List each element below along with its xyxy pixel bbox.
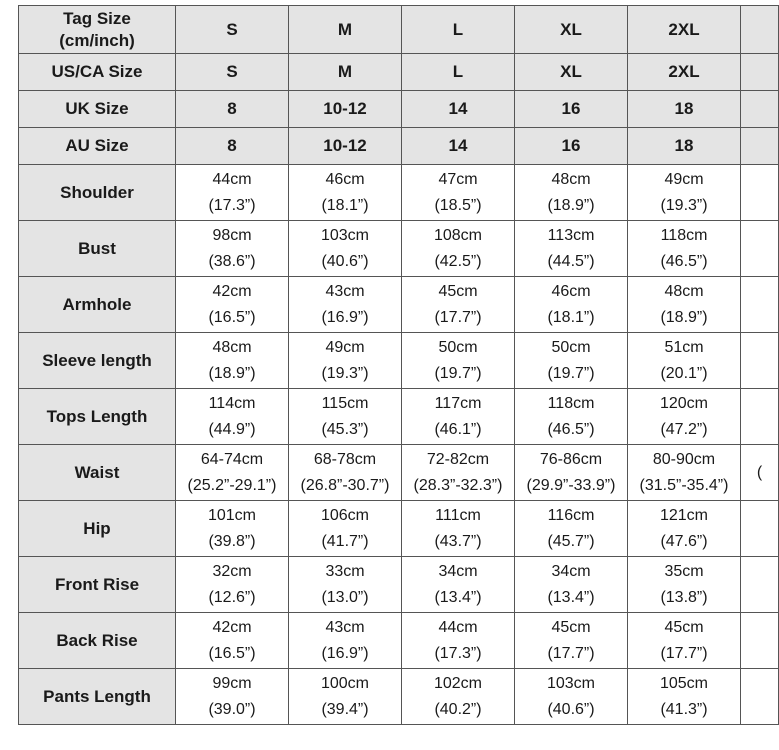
inch-value: (12.6”): [208, 588, 256, 606]
cm-value: 121cm: [659, 506, 709, 524]
cm-value: 49cm: [664, 170, 704, 188]
measurement-cell: [741, 557, 779, 613]
cm-value: 33cm: [325, 562, 365, 580]
cm-value: 100cm: [320, 674, 370, 692]
inch-value: (17.7”): [660, 644, 708, 662]
measurement-cell: [741, 221, 779, 277]
row-label: Armhole: [19, 277, 176, 333]
measurement-cell: [628, 277, 741, 333]
measurement-cell: [628, 165, 741, 221]
inch-value: (18.1”): [547, 308, 595, 326]
measurement-cell: [741, 669, 779, 725]
tag-size-title: Tag Size: [63, 8, 131, 28]
measurement-cell: [741, 613, 779, 669]
measurement-cell: [176, 501, 289, 557]
cm-value: 98cm: [212, 226, 252, 244]
cm-value: 46cm: [325, 170, 365, 188]
inch-value: (25.2”-29.1”): [187, 476, 277, 494]
inch-value: (46.5”): [660, 252, 708, 270]
measurement-cell: [289, 557, 402, 613]
size-cell: 16: [515, 128, 628, 165]
cm-value: 44cm: [438, 618, 478, 636]
measurement-row: [19, 557, 779, 613]
inch-value: (20.1”): [660, 364, 708, 382]
size-header-cell: L: [402, 6, 515, 54]
size-cell: 10-12: [289, 128, 402, 165]
size-cell: 8: [176, 91, 289, 128]
inch-value: (39.4”): [321, 700, 369, 718]
inch-value: (13.8”): [660, 588, 708, 606]
measurement-cell: [515, 501, 628, 557]
measurement-cell: [176, 165, 289, 221]
inch-value: (16.5”): [208, 308, 256, 326]
measurement-row: [19, 445, 779, 501]
measurement-cell: [289, 389, 402, 445]
inch-value: (19.7”): [434, 364, 482, 382]
measurement-cell: [628, 501, 741, 557]
cm-value: 103cm: [320, 226, 370, 244]
measurement-cell: [741, 389, 779, 445]
cm-value: 45cm: [438, 282, 478, 300]
inch-value: (16.5”): [208, 644, 256, 662]
inch-value: (45.3”): [321, 420, 369, 438]
measurement-cell: [402, 333, 515, 389]
cm-value: 115cm: [321, 394, 369, 412]
size-chart-table: [18, 5, 779, 725]
cm-value: 42cm: [212, 618, 252, 636]
measurement-row: [19, 669, 779, 725]
measurement-cell: [515, 445, 628, 501]
measurement-row: [19, 333, 779, 389]
inch-value: (40.6”): [547, 700, 595, 718]
size-cell: 14: [402, 91, 515, 128]
measurement-cell: [741, 277, 779, 333]
row-label: US/CA Size: [19, 54, 176, 91]
size-cell: 18: [628, 91, 741, 128]
measurement-cell: [402, 613, 515, 669]
cm-value: 43cm: [325, 618, 365, 636]
measurement-row: [19, 389, 779, 445]
size-header-cell: M: [289, 6, 402, 54]
cm-value: 49cm: [325, 338, 365, 356]
size-cell: 14: [402, 128, 515, 165]
inch-value: (47.6”): [660, 532, 708, 550]
cm-value: 43cm: [325, 282, 365, 300]
inch-value: (13.0”): [321, 588, 369, 606]
row-label: Front Rise: [19, 557, 176, 613]
size-cell: M: [289, 54, 402, 91]
header-row: [19, 6, 779, 54]
size-cell: S: [176, 54, 289, 91]
inch-value: (40.6”): [321, 252, 369, 270]
inch-value: (47.2”): [660, 420, 708, 438]
inch-value: (41.7”): [321, 532, 369, 550]
row-label: AU Size: [19, 128, 176, 165]
size-header-cell: XL: [515, 6, 628, 54]
measurement-cell: [402, 445, 515, 501]
cm-value: 113cm: [547, 226, 595, 244]
cm-value: 32cm: [212, 562, 252, 580]
cm-value: 102cm: [433, 674, 483, 692]
inch-value: (45.7”): [547, 532, 595, 550]
measurement-cell: [741, 333, 779, 389]
measurement-cell: [515, 613, 628, 669]
cm-value: 45cm: [664, 618, 704, 636]
measurement-cell: [176, 389, 289, 445]
cm-value: 80-90cm: [652, 450, 716, 468]
row-label: Pants Length: [19, 669, 176, 725]
measurement-cell: [402, 557, 515, 613]
measurement-cell: [741, 445, 779, 501]
measurement-cell: [515, 221, 628, 277]
inch-value: (28.3”-32.3”): [413, 476, 503, 494]
measurement-cell: [628, 221, 741, 277]
inch-value: (18.9”): [660, 308, 708, 326]
cm-value: 42cm: [212, 282, 252, 300]
measurement-cell: [628, 333, 741, 389]
size-cell: [741, 91, 779, 128]
inch-value: (39.8”): [208, 532, 256, 550]
inch-value: (18.9”): [208, 364, 256, 382]
measurement-cell: [515, 277, 628, 333]
measurement-cell: [176, 221, 289, 277]
cm-value: 48cm: [551, 170, 591, 188]
measurement-cell: [176, 333, 289, 389]
size-cell: 16: [515, 91, 628, 128]
cm-value: 50cm: [438, 338, 478, 356]
cm-value: 46cm: [551, 282, 591, 300]
measurement-row: [19, 277, 779, 333]
inch-value: (13.4”): [434, 588, 482, 606]
cm-value: 103cm: [546, 674, 596, 692]
cm-value: 64-74cm: [200, 450, 264, 468]
size-cell: XL: [515, 54, 628, 91]
measurement-cell: [289, 277, 402, 333]
size-conversion-row: [19, 54, 779, 91]
row-label: UK Size: [19, 91, 176, 128]
cm-value: 118cm: [660, 226, 708, 244]
size-header-cell: [741, 6, 779, 54]
measurement-cell: [176, 445, 289, 501]
cm-value: 105cm: [659, 674, 709, 692]
measurement-cell: [628, 445, 741, 501]
inch-value: (44.5”): [547, 252, 595, 270]
inch-value: (31.5”-35.4”): [639, 476, 729, 494]
inch-value: (17.3”): [434, 644, 482, 662]
measurement-row: [19, 613, 779, 669]
inch-value: (43.7”): [434, 532, 482, 550]
inch-value: (13.4”): [547, 588, 595, 606]
measurement-cell: [289, 445, 402, 501]
inch-value: (19.3”): [660, 196, 708, 214]
inch-value: (: [756, 463, 763, 481]
size-cell: 2XL: [628, 54, 741, 91]
measurement-cell: [628, 389, 741, 445]
size-conversion-row: [19, 91, 779, 128]
inch-value: (18.1”): [321, 196, 369, 214]
size-chart-body: [19, 6, 779, 725]
size-header-cell: 2XL: [628, 6, 741, 54]
measurement-cell: [402, 501, 515, 557]
cm-value: 48cm: [212, 338, 252, 356]
size-cell: [741, 128, 779, 165]
measurement-cell: [515, 165, 628, 221]
size-cell: [741, 54, 779, 91]
cm-value: 111cm: [435, 506, 481, 524]
cm-value: 50cm: [551, 338, 591, 356]
measurement-cell: [628, 613, 741, 669]
cm-value: 101cm: [207, 506, 257, 524]
measurement-cell: [289, 333, 402, 389]
inch-value: (26.8”-30.7”): [300, 476, 390, 494]
inch-value: (42.5”): [434, 252, 482, 270]
inch-value: (38.6”): [208, 252, 256, 270]
cm-value: 76-86cm: [539, 450, 603, 468]
cm-value: 45cm: [551, 618, 591, 636]
measurement-cell: [515, 333, 628, 389]
inch-value: (44.9”): [208, 420, 256, 438]
measurement-cell: [176, 669, 289, 725]
cm-value: 35cm: [664, 562, 704, 580]
measurement-cell: [402, 165, 515, 221]
cm-value: 118cm: [547, 394, 595, 412]
inch-value: (16.9”): [321, 644, 369, 662]
measurement-cell: [289, 501, 402, 557]
cm-value: 116cm: [547, 506, 595, 524]
measurement-cell: [741, 501, 779, 557]
row-label: Back Rise: [19, 613, 176, 669]
row-label: Waist: [19, 445, 176, 501]
size-header-cell: S: [176, 6, 289, 54]
inch-value: (16.9”): [321, 308, 369, 326]
inch-value: (46.5”): [547, 420, 595, 438]
cm-value: 114cm: [208, 394, 256, 412]
cm-value: 99cm: [212, 674, 252, 692]
tag-size-header: [19, 6, 176, 54]
measurement-cell: [402, 221, 515, 277]
inch-value: (18.5”): [434, 196, 482, 214]
size-conversion-row: [19, 128, 779, 165]
cm-value: 72-82cm: [426, 450, 490, 468]
measurement-cell: [515, 557, 628, 613]
cm-value: 47cm: [438, 170, 478, 188]
inch-value: (41.3”): [660, 700, 708, 718]
measurement-cell: [741, 165, 779, 221]
measurement-cell: [515, 669, 628, 725]
cm-value: 34cm: [551, 562, 591, 580]
cm-value: 117cm: [434, 394, 482, 412]
measurement-cell: [176, 613, 289, 669]
measurement-cell: [515, 389, 628, 445]
row-label: Sleeve length: [19, 333, 176, 389]
size-cell: 18: [628, 128, 741, 165]
measurement-row: [19, 165, 779, 221]
size-cell: 8: [176, 128, 289, 165]
tag-size-unit: (cm/inch): [59, 30, 135, 50]
measurement-cell: [289, 669, 402, 725]
measurement-cell: [289, 613, 402, 669]
measurement-cell: [402, 389, 515, 445]
measurement-row: [19, 501, 779, 557]
measurement-cell: [628, 669, 741, 725]
size-cell: L: [402, 54, 515, 91]
inch-value: (29.9”-33.9”): [526, 476, 616, 494]
cm-value: 68-78cm: [313, 450, 377, 468]
measurement-cell: [402, 277, 515, 333]
size-cell: 10-12: [289, 91, 402, 128]
inch-value: (17.3”): [208, 196, 256, 214]
measurement-cell: [289, 221, 402, 277]
row-label: Tops Length: [19, 389, 176, 445]
cm-value: 48cm: [664, 282, 704, 300]
row-label: Bust: [19, 221, 176, 277]
cm-value: 106cm: [320, 506, 370, 524]
cm-value: 120cm: [659, 394, 709, 412]
inch-value: (17.7”): [434, 308, 482, 326]
inch-value: (46.1”): [434, 420, 482, 438]
measurement-cell: [628, 557, 741, 613]
cm-value: 51cm: [664, 338, 704, 356]
inch-value: (39.0”): [208, 700, 256, 718]
inch-value: (18.9”): [547, 196, 595, 214]
measurement-cell: [402, 669, 515, 725]
row-label: Hip: [19, 501, 176, 557]
inch-value: (40.2”): [434, 700, 482, 718]
measurement-cell: [176, 557, 289, 613]
cm-value: 34cm: [438, 562, 478, 580]
inch-value: (19.7”): [547, 364, 595, 382]
measurement-cell: [176, 277, 289, 333]
measurement-cell: [289, 165, 402, 221]
inch-value: (19.3”): [321, 364, 369, 382]
measurement-row: [19, 221, 779, 277]
inch-value: (17.7”): [547, 644, 595, 662]
cm-value: 108cm: [433, 226, 483, 244]
row-label: Shoulder: [19, 165, 176, 221]
cm-value: 44cm: [212, 170, 252, 188]
